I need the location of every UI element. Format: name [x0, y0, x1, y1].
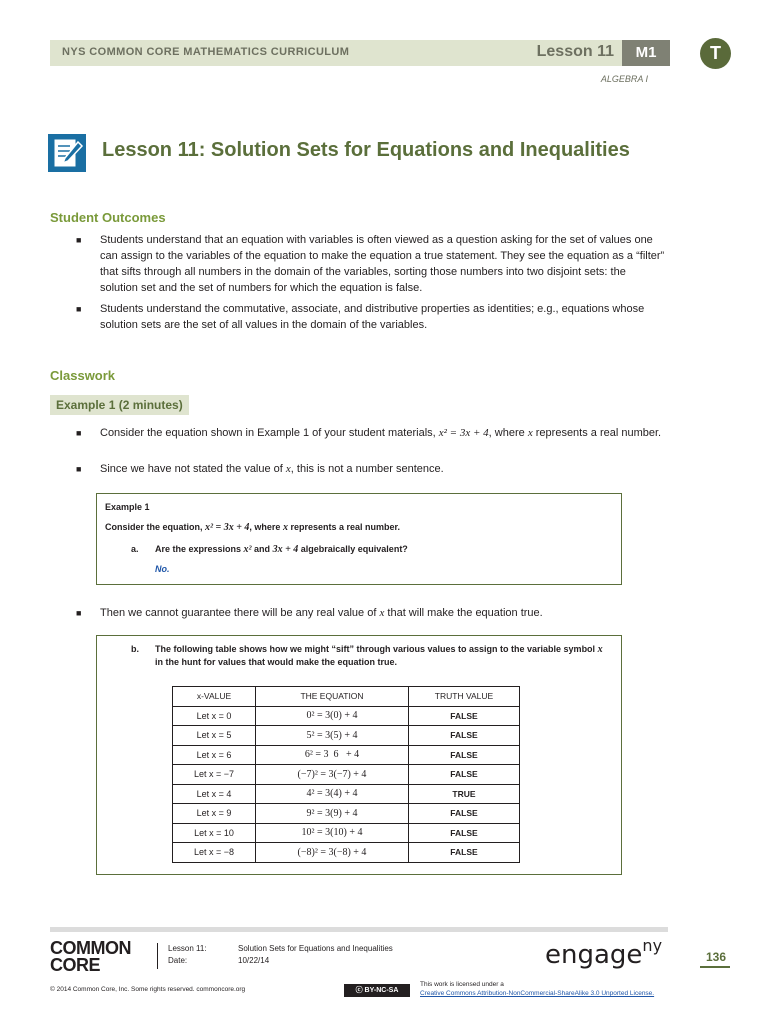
equation-cell: 5² = 3(5) + 4 — [256, 726, 409, 746]
truth-value-cell: FALSE — [409, 823, 520, 843]
page-number: 136 — [700, 950, 730, 968]
lesson-title: Lesson 11: Solution Sets for Equations and Inequalities — [102, 139, 630, 161]
table-row — [173, 765, 520, 785]
variable: x — [379, 607, 385, 619]
footer-date: 10/22/14 — [238, 956, 270, 965]
text-run: and — [251, 544, 273, 554]
x-value-cell: Let x = 0 — [173, 706, 256, 726]
table-row — [173, 784, 520, 804]
footer-divider — [157, 943, 158, 969]
equation-cell: 10² = 3(10) + 4 — [256, 823, 409, 843]
outcome-item — [76, 232, 666, 296]
text-run: , where — [249, 522, 283, 532]
x-value-cell: Let x = 4 — [173, 784, 256, 804]
engage-text: engage — [545, 940, 643, 970]
logo-line: COMMON — [50, 938, 131, 958]
bullet-icon: ■ — [76, 608, 82, 618]
equation: x² = 3x + 4 — [205, 522, 250, 533]
engageny-logo — [545, 936, 663, 970]
example-box-title: Example 1 — [105, 502, 150, 512]
part-b-instructions — [155, 643, 603, 669]
text-run: , this is not a number sentence. — [290, 463, 444, 475]
equation-cell: (−7)² = 3(−7) + 4 — [256, 765, 409, 785]
text-run: Consider the equation, — [105, 522, 206, 532]
curriculum-title: NYS COMMON CORE MATHEMATICS CURRICULUM — [62, 46, 350, 58]
variable: x — [597, 644, 603, 655]
text-run: , where — [488, 427, 528, 439]
outcome-item — [76, 301, 666, 333]
truth-value-cell: FALSE — [409, 745, 520, 765]
lesson-label: Lesson 11 — [536, 43, 614, 60]
engage-sup: ny — [642, 936, 663, 955]
truth-value-cell: FALSE — [409, 726, 520, 746]
x-value-cell: Let x = 5 — [173, 726, 256, 746]
logo-line: CORE — [50, 955, 101, 975]
lesson-notes-icon — [48, 134, 86, 172]
sift-table — [172, 686, 520, 863]
text-run: in the hunt for values that would make the equation true. — [155, 657, 398, 667]
classwork-bullet-text — [100, 605, 666, 621]
table-header-row — [173, 687, 520, 707]
license-link-wrap — [420, 990, 654, 997]
classwork-bullet — [76, 425, 666, 441]
bullet-icon: ■ — [76, 428, 82, 438]
header-bar — [50, 40, 670, 66]
x-value-cell: Let x = −7 — [173, 765, 256, 785]
x-value-cell: Let x = 10 — [173, 823, 256, 843]
equation-cell: 6² = 3 6 + 4 — [256, 745, 409, 765]
footer-copyright: © 2014 Common Core, Inc. Some rights reserved. commoncore.org — [50, 986, 246, 993]
footer-lesson-label: Lesson 11: — [168, 944, 207, 953]
common-core-logo — [50, 940, 131, 974]
classwork-bullet — [76, 605, 666, 621]
text-run: Are the expressions — [155, 544, 244, 554]
variable: x — [282, 522, 288, 533]
truth-value-cell: FALSE — [409, 765, 520, 785]
x-value-cell: Let x = −8 — [173, 843, 256, 863]
x-value-cell: Let x = 6 — [173, 745, 256, 765]
truth-value-cell: FALSE — [409, 843, 520, 863]
classwork-bullet-text — [100, 425, 666, 441]
equation-cell: 9² = 3(9) + 4 — [256, 804, 409, 824]
classwork-bullet — [76, 461, 666, 477]
cc-license-badge[interactable] — [344, 984, 410, 997]
example-1-box — [96, 493, 622, 585]
student-outcomes-heading: Student Outcomes — [50, 210, 166, 225]
text-run: represents a real number. — [532, 427, 662, 439]
column-header: x-VALUE — [173, 687, 256, 707]
outcome-text: Students understand that an equation with variables is often viewed as a question asking for the set of values one can assign to the variables of the equation to make the equation a true statement. They see the equation as a “filter” that sifts through all numbers in the domain of the variables, sorting those numbers into two disjoint sets: the solution set and the set of numbers for which the equation is false. — [100, 234, 665, 294]
course-label: ALGEBRA I — [600, 74, 648, 84]
outcome-text: Students understand the commutative, associate, and distributive properties as identities; e.g., equations whose solution sets are the set of all values in the domain of the variables. — [100, 303, 645, 331]
variable: x — [285, 463, 291, 475]
truth-value-cell: FALSE — [409, 804, 520, 824]
bullet-icon: ■ — [76, 464, 82, 474]
badge-label: BY-NC-SA — [364, 987, 399, 994]
table-row — [173, 823, 520, 843]
part-a-label: a. — [131, 544, 139, 554]
equation-cell: 4² = 3(4) + 4 — [256, 784, 409, 804]
truth-value-cell: TRUE — [409, 784, 520, 804]
classwork-bullet-text — [100, 461, 666, 477]
part-b-label: b. — [131, 644, 139, 654]
table-row — [173, 804, 520, 824]
text-run: Since we have not stated the value of — [100, 463, 286, 475]
license-link[interactable]: Creative Commons Attribution-NonCommercial-ShareAlike 3.0 Unported License. — [420, 990, 655, 997]
module-badge: M1 — [622, 40, 670, 66]
example-box-prompt — [105, 522, 400, 533]
license-text: This work is licensed under a — [420, 981, 504, 988]
column-header: TRUTH VALUE — [409, 687, 520, 707]
truth-value-cell: FALSE — [409, 706, 520, 726]
equation: 3x + 4 — [272, 544, 299, 555]
equation: x² — [243, 544, 252, 555]
equation-cell: 0² = 3(0) + 4 — [256, 706, 409, 726]
table-row — [173, 745, 520, 765]
cc-license-icon: ⓒ — [355, 987, 365, 994]
footer-date-label: Date: — [168, 956, 188, 965]
classwork-heading: Classwork — [50, 368, 116, 383]
text-run: represents a real number. — [287, 522, 400, 532]
table-row — [173, 843, 520, 863]
x-value-cell: Let x = 9 — [173, 804, 256, 824]
text-run: that will make the equation true. — [384, 607, 543, 619]
equation-cell: (−8)² = 3(−8) + 4 — [256, 843, 409, 863]
variable: x — [527, 427, 533, 439]
teacher-badge: T — [700, 38, 731, 69]
text-run: The following table shows how we might “sift” through various values to assign to the variable symbol — [155, 644, 598, 654]
part-a-question — [155, 544, 408, 555]
equation: x² = 3x + 4 — [438, 427, 489, 439]
text-run: Consider the equation shown in Example 1 of your student materials, — [100, 427, 439, 439]
column-header: THE EQUATION — [256, 687, 409, 707]
part-a-answer: No. — [155, 564, 170, 574]
bullet-icon: ■ — [76, 304, 82, 314]
footer-lesson-title: Solution Sets for Equations and Inequalities — [238, 944, 393, 953]
table-row — [173, 706, 520, 726]
text-run: algebraically equivalent? — [298, 544, 408, 554]
table-row — [173, 726, 520, 746]
example-1-tag: Example 1 (2 minutes) — [50, 395, 189, 415]
text-run: Then we cannot guarantee there will be any real value of — [100, 607, 380, 619]
footer-rule — [50, 927, 668, 932]
bullet-icon: ■ — [76, 235, 82, 245]
